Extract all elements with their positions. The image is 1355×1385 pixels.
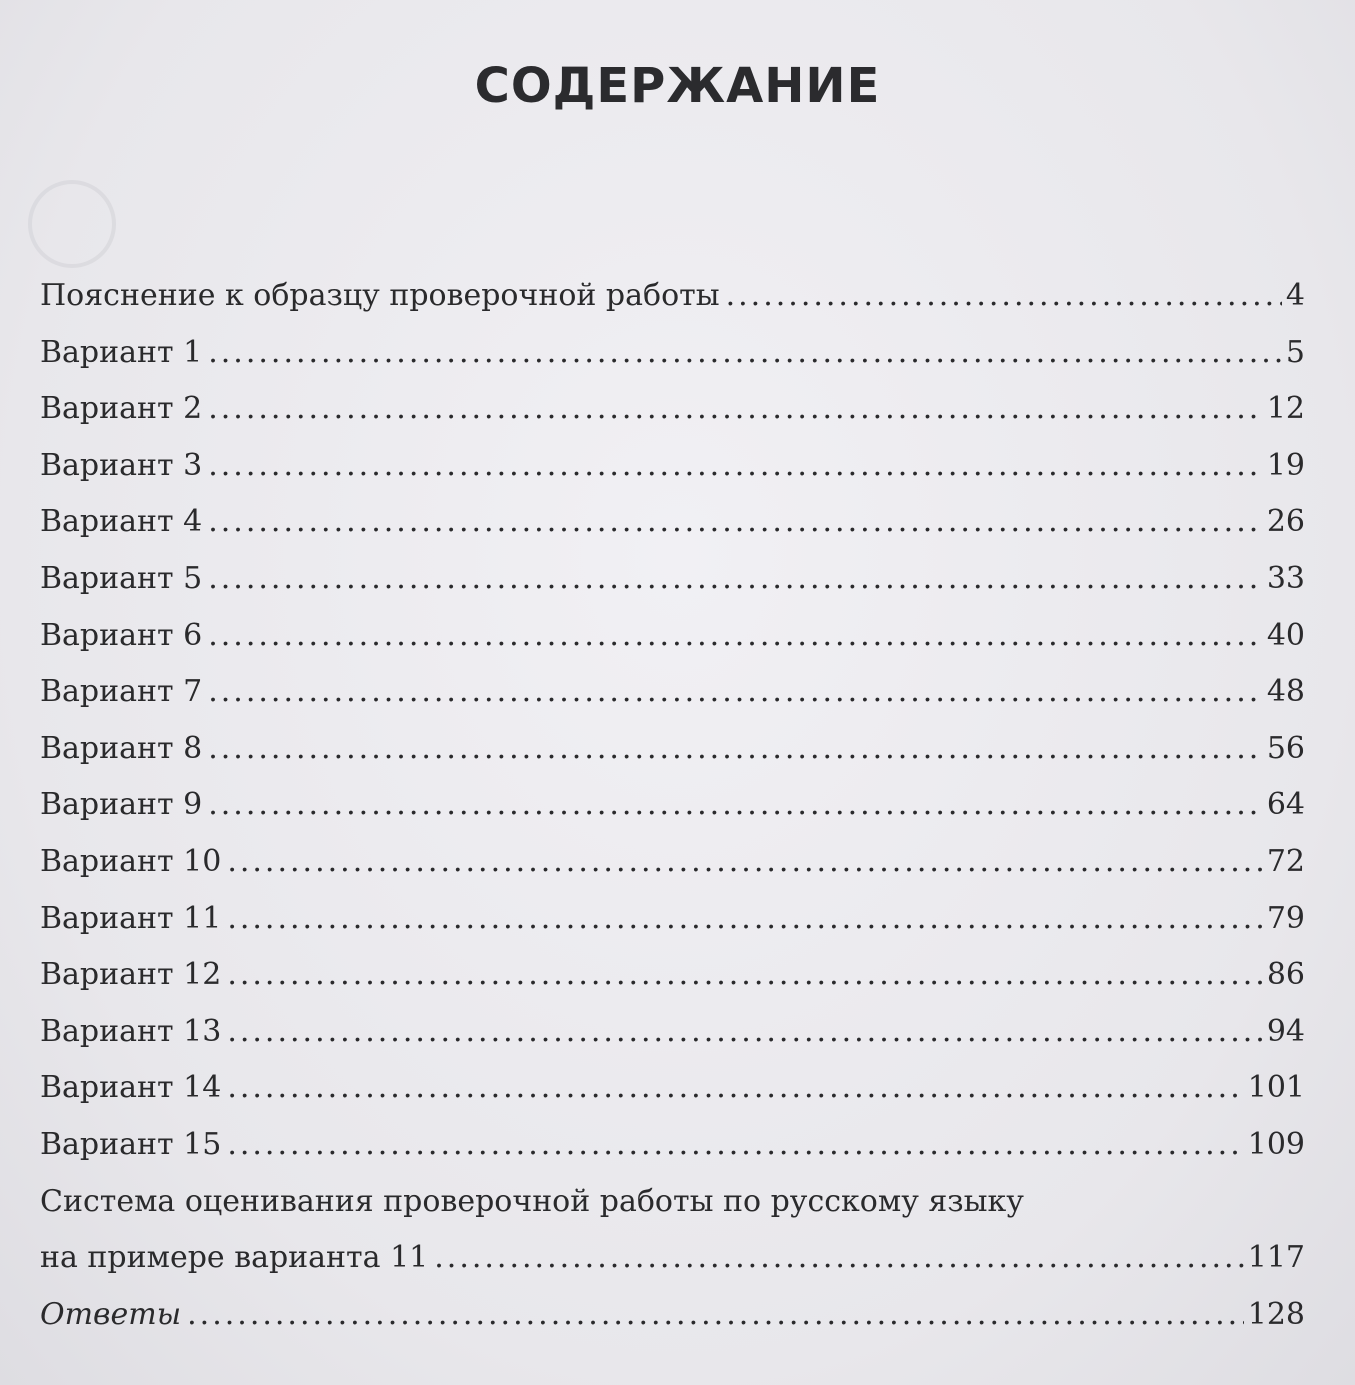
toc-entry-page: 94 [1266, 1013, 1305, 1049]
dot-leader [208, 674, 1263, 709]
toc-entry-label: Вариант 12 [40, 957, 222, 993]
dot-leader [227, 1127, 1243, 1162]
dot-leader [208, 787, 1263, 822]
dot-leader [726, 278, 1282, 313]
toc-entry-label: Ответы [40, 1296, 182, 1332]
toc-entry-page: 56 [1266, 730, 1305, 766]
toc-entry-label: Вариант 14 [40, 1070, 222, 1106]
toc-entry[interactable] [40, 731, 1305, 788]
toc-entry-page: 64 [1266, 787, 1305, 823]
dot-leader [227, 844, 1262, 879]
toc-entry[interactable] [40, 957, 1305, 1014]
toc-entry-label: Система оценивания проверочной работы по русскому языку [40, 1183, 1024, 1219]
toc-entry-page: 4 [1285, 278, 1305, 313]
toc-entry-page: 128 [1247, 1296, 1305, 1332]
toc-entry[interactable] [40, 504, 1305, 561]
toc-entry-page: 79 [1266, 900, 1305, 936]
toc-entry-label: Вариант 2 [40, 391, 203, 427]
dot-leader [208, 335, 1282, 370]
toc-entry-label: Вариант 3 [40, 447, 203, 483]
toc-entry-page: 12 [1266, 391, 1305, 427]
toc-entry[interactable] [40, 278, 1305, 335]
toc-entry-page: 19 [1266, 447, 1305, 483]
toc-entry[interactable] [40, 674, 1305, 731]
toc-entry-page: 26 [1266, 504, 1305, 540]
toc-entry[interactable] [40, 335, 1305, 392]
toc-entry-page: 86 [1266, 957, 1305, 993]
toc-entry-page: 5 [1285, 334, 1305, 370]
toc-entry-label: Вариант 13 [40, 1013, 222, 1049]
table-of-contents [40, 278, 1305, 1353]
toc-entry-label: Вариант 9 [40, 787, 203, 823]
toc-entry[interactable] [40, 1127, 1305, 1184]
dot-leader [208, 731, 1263, 766]
toc-entry-label: Пояснение к образцу проверочной работы [40, 278, 720, 313]
dot-leader [208, 618, 1263, 653]
toc-entry-label: Вариант 5 [40, 560, 203, 596]
toc-entry[interactable] [40, 901, 1305, 958]
toc-entry-assessment[interactable] [40, 1240, 1305, 1297]
toc-entry[interactable] [40, 618, 1305, 675]
dot-leader [208, 448, 1263, 483]
dot-leader [227, 1070, 1243, 1105]
toc-entry-answers[interactable] [40, 1297, 1305, 1354]
toc-entry-page: 101 [1247, 1070, 1305, 1106]
dot-leader [208, 504, 1263, 539]
toc-entry-label: Вариант 10 [40, 843, 222, 879]
toc-entry-label: Вариант 1 [40, 334, 203, 370]
toc-entry-page: 72 [1266, 843, 1305, 879]
dot-leader [208, 561, 1263, 596]
toc-entry-label: Вариант 4 [40, 504, 203, 540]
dot-leader [227, 901, 1262, 936]
toc-entry[interactable] [40, 561, 1305, 618]
toc-entry-page: 40 [1266, 617, 1305, 653]
dot-leader [227, 1014, 1262, 1049]
toc-entry-assessment-line1[interactable] [40, 1184, 1305, 1241]
bleed-through-circle [28, 180, 116, 268]
dot-leader [227, 957, 1262, 992]
toc-entry-label: Вариант 6 [40, 617, 203, 653]
toc-entry[interactable] [40, 844, 1305, 901]
dot-leader [434, 1240, 1243, 1275]
toc-entry-page: 117 [1247, 1240, 1305, 1276]
toc-entry-page: 33 [1266, 560, 1305, 596]
toc-entry[interactable] [40, 1070, 1305, 1127]
toc-entry-label: Вариант 11 [40, 900, 222, 936]
toc-entry[interactable] [40, 1014, 1305, 1071]
toc-entry[interactable] [40, 448, 1305, 505]
toc-entry-page: 48 [1266, 674, 1305, 710]
page-title: СОДЕРЖАНИЕ [474, 58, 881, 114]
toc-entry-label: Вариант 8 [40, 730, 203, 766]
toc-entry[interactable] [40, 787, 1305, 844]
toc-entry-page: 109 [1247, 1126, 1305, 1162]
toc-entry-label: Вариант 7 [40, 674, 203, 710]
dot-leader [187, 1297, 1244, 1332]
toc-entry[interactable] [40, 391, 1305, 448]
dot-leader [208, 391, 1263, 426]
toc-entry-label: Вариант 15 [40, 1126, 222, 1162]
toc-entry-label: на примере варианта 11 [40, 1240, 429, 1276]
